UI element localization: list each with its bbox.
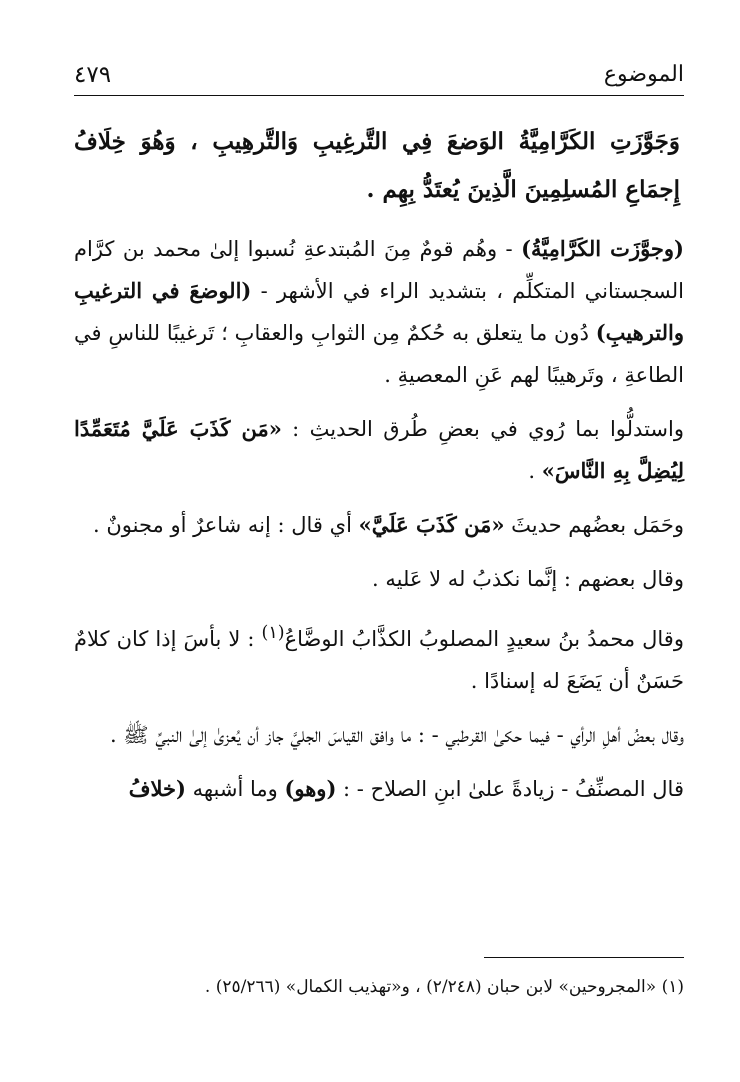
paragraph-text: : لا بأسَ إذا كان كلامٌ حَسَنٌ أن يَضَعَ له إسنادًا . <box>74 627 684 693</box>
footnote: (١) «المجروحين» لابن حبان (٢/٢٤٨) ، و«تهذيب الكمال» (٢٥/٢٦٦) . <box>204 977 684 997</box>
header-title: الموضوع <box>603 62 684 87</box>
paragraph-1 <box>74 228 684 396</box>
paragraph-text: . <box>528 459 542 483</box>
paragraph-text: واستدلُّوا بما رُوي في بعضِ طُرق الحديثِ : <box>281 417 684 441</box>
paragraph-text: دُون ما يتعلق به حُكمٌ مِن الثوابِ والعقابِ ؛ تَرغيبًا للناسِ في الطاعةِ ، وتَرهيبًا لهم عَنِ المعصيةِ . <box>74 321 684 387</box>
paragraph-7 <box>74 768 684 810</box>
paragraph-text: - وهُم قومٌ مِنَ المُبتدعةِ نُسبوا إلىٰ محمد بن كرَّام السجستاني المتكلِّم ، بتشديد الراء في الأشهر - <box>74 237 684 303</box>
hadith-quote: «مَن كَذَبَ عَلَيَّ مُتَعَمِّدًا لِيُضِلَّ بِهِ النَّاسَ» <box>74 416 684 483</box>
paragraph-text: وقال محمدُ بنُ سعيدٍ المصلوبُ الكذَّابُ الوضَّاعُ <box>284 627 684 651</box>
bold-term: (الوضعَ في الترغيبِ والترهيبِ) <box>74 278 684 345</box>
paragraph-text: قال المصنِّفُ - زيادةً علىٰ ابنِ الصلاح - : <box>336 777 684 801</box>
running-header <box>74 58 684 98</box>
paragraph-4 <box>74 558 684 600</box>
paragraph-2 <box>74 408 684 492</box>
paragraph-3 <box>74 504 684 546</box>
page-body <box>74 118 684 810</box>
bold-term: (خلافُ <box>128 776 186 801</box>
paragraph-text: وما أشبهه <box>185 777 285 801</box>
paragraph-6 <box>74 714 684 756</box>
paragraph-text: أي قال : إنه شاعرٌ أو مجنونٌ . <box>93 513 359 537</box>
bold-term: (وجوَّزَت الكَرَّامِيَّةُ) <box>521 236 684 261</box>
header-rule <box>74 95 684 96</box>
footnote-marker: (١) <box>261 623 285 643</box>
paragraph-text: وقال بعضهم : إنَّما نكذبُ له لا عَليه . <box>372 567 684 591</box>
paragraph-5 <box>74 612 684 702</box>
footnote-rule <box>484 957 684 958</box>
hadith-quote: «مَن كَذَبَ عَلَيَّ» <box>358 512 505 537</box>
paragraph-text: وحَمَل بعضُهم حديثَ <box>504 513 684 537</box>
page-number: ٤٧٩ <box>74 62 112 88</box>
bold-term: (وهو) <box>284 776 337 801</box>
main-text-quote: وَجَوَّزَتِ الكَرَّامِيَّةُ الوَضعَ فِي التَّرغِيبِ وَالتَّرهِيبِ ، وَهُوَ خِلَافُ إِجمَاعِ المُسلِمِينَ الَّذِينَ يُعتَدُّ بِهِم . <box>74 128 680 203</box>
paragraph-text: وقال بعضُ أهلِ الرأي - فيما حكىٰ القرطبي - : ما وافق القياسَ الجليَّ جاز أن يُعزىٰ إلىٰ النبيِّ ﷺ . <box>109 723 684 747</box>
